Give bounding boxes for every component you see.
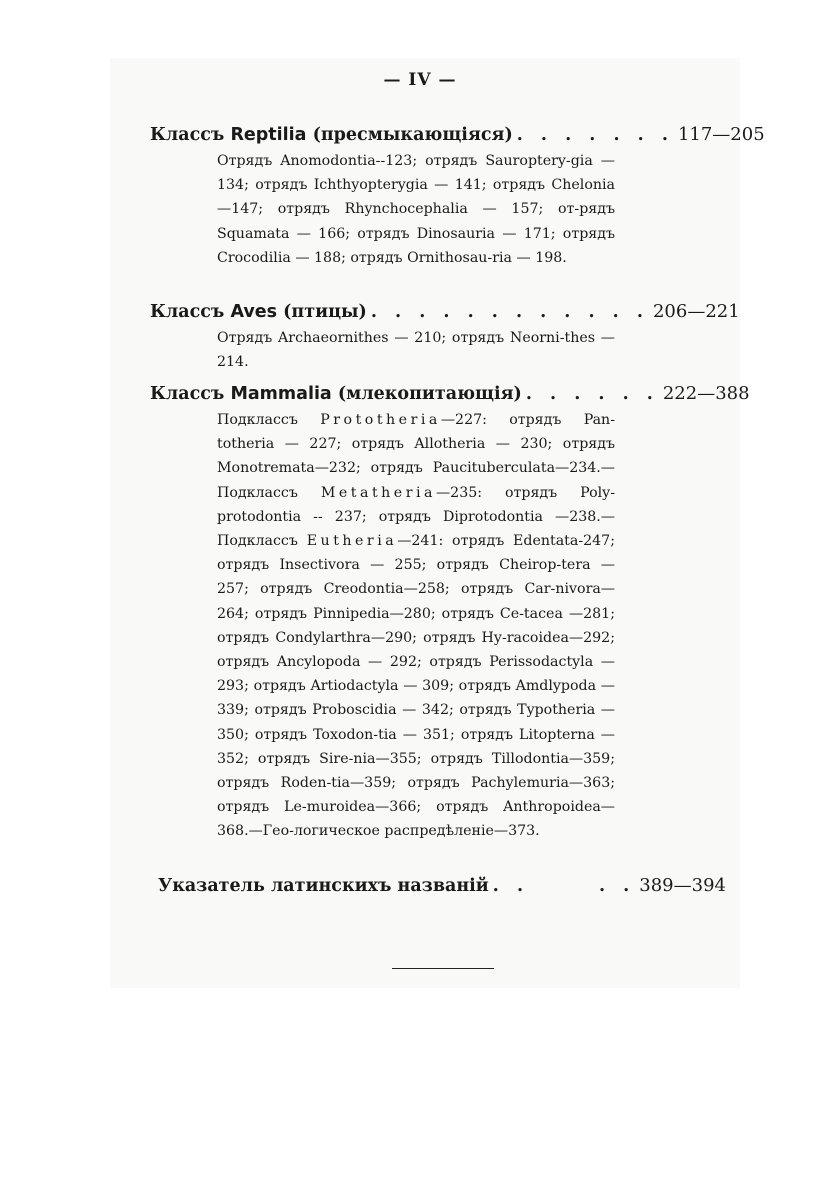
dot-leader: . . . . . . . — [516, 125, 674, 145]
entry-heading — [158, 875, 726, 896]
entry-heading — [150, 383, 750, 404]
dot-leader: . . — [492, 876, 530, 896]
class-name: Reptilia — [230, 125, 307, 145]
body-text: —227: отрядъ Pan-totheria — 227; отрядъ Allotheria — 230; отрядъ Monotremata—232; отрядъ Paucituberculata—234.— Подклассъ — [217, 412, 615, 501]
toc-entry-aves — [150, 301, 740, 374]
page-range: 389—394 — [639, 875, 726, 896]
dot-leader: . . . . . . . . . . . . — [370, 302, 649, 322]
body-text: —241: отрядъ Edentata-247; отрядъ Insectivora — 255; отрядъ Cheirop-tera — 257; отрядъ Creodontia—258; отрядъ Car-nivora—264; отрядъ Pinnipedia—280; отрядъ Ce-tacea —281; отрядъ Condylarthra—290; отрядъ Hy-racoidea—292; отрядъ Ancylopoda — 292; отрядъ Perissodactyla — 293; отрядъ Artiodactyla — 309; отрядъ Amdlypoda — 339; отрядъ Proboscidia — 342; отрядъ Typotheria — 350; отрядъ Toxodon-tia — 351; отрядъ Litopterna — 352; отрядъ Sire-nia—355; отрядъ Tillodontia—359; отрядъ Roden-tia—359; отрядъ Pachylemuria—363; отрядъ Le-muroidea—366; отрядъ Anthropoidea—368.—Гео-логическое распредѣленіе—373. — [217, 533, 615, 840]
class-common-name: (птицы) — [283, 302, 367, 322]
class-word: Классъ — [150, 302, 225, 322]
page-range: 222—388 — [662, 383, 750, 404]
body-text: —235: отрядъ Poly-protodontia -- 237; отрядъ Diprotodontia —238.— Подклассъ — [217, 484, 615, 550]
entry-body: Отрядъ Anomodontia--123; отрядъ Sauroptery-gia — 134; отрядъ Ichthyopterygia — 141; отрядъ Chelonia—147; отрядъ Rhynchocephalia — 157; от-рядъ Squamata — 166; отрядъ Dinosauria — 171; отрядъ Crocodilia — 188; отрядъ Ornithosau-ria — 198. — [217, 153, 615, 266]
class-name: Aves — [230, 302, 278, 322]
class-word: Классъ — [150, 125, 225, 145]
page-header: — IV — — [383, 70, 457, 90]
closing-rule — [392, 968, 494, 969]
dot-leader: . . . . . . — [525, 384, 659, 404]
class-common-name: (пресмыкающіяся) — [312, 125, 513, 145]
toc-entry-index — [158, 875, 726, 896]
class-name: Mammalia — [230, 384, 332, 404]
entry-body: Отрядъ Archaeornithes — 210; отрядъ Neorni-thes — 214. — [217, 330, 615, 371]
body-text: Подклассъ — [217, 412, 321, 428]
page-range: 206—221 — [652, 301, 740, 322]
class-word: Классъ — [150, 384, 225, 404]
entry-heading — [150, 124, 765, 145]
class-common-name: (млекопитающія) — [337, 384, 522, 404]
entry-heading — [150, 301, 740, 322]
toc-entry-reptilia — [150, 124, 765, 270]
page-range: 117—205 — [677, 124, 765, 145]
index-title: Указатель латинскихъ названій — [158, 876, 489, 896]
subclass-name: Metatheria — [320, 484, 436, 501]
subclass-name: Eutheria — [306, 533, 398, 550]
dot-leader: . . — [599, 876, 636, 896]
toc-entry-mammalia — [150, 383, 750, 844]
entry-body — [217, 408, 615, 844]
subclass-name: Prototheria — [320, 412, 441, 428]
